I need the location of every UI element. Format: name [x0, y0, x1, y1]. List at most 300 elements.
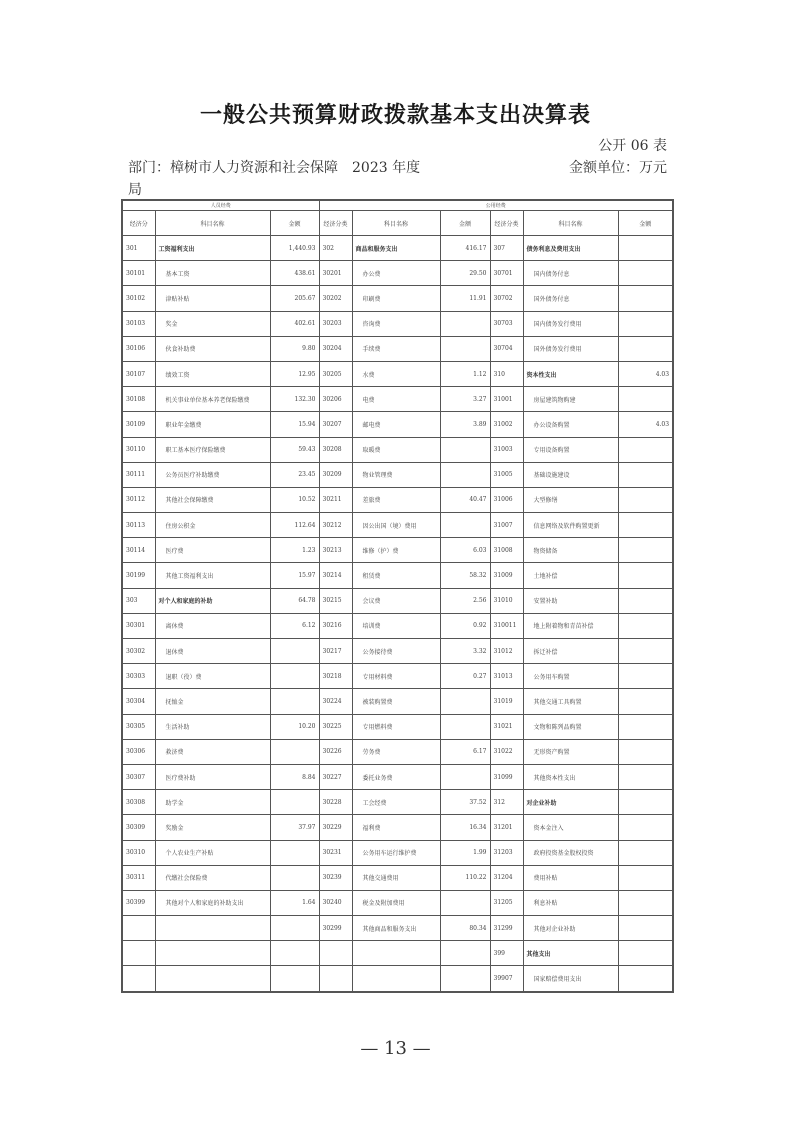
- subject-name-cell: 伙食补助费: [155, 336, 270, 361]
- amount-cell: 11.91: [440, 286, 490, 311]
- amount-cell: 1.23: [270, 538, 319, 563]
- economic-code-cell: 30702: [490, 286, 523, 311]
- amount-cell: [440, 966, 490, 992]
- amount-cell: 37.52: [440, 790, 490, 815]
- economic-code-cell: 30211: [319, 487, 352, 512]
- economic-code-cell: 30110: [122, 437, 155, 462]
- table-row: [122, 437, 673, 462]
- table-row: [122, 563, 673, 588]
- amount-cell: [618, 916, 673, 941]
- table-row: [122, 286, 673, 311]
- subject-name-cell: [155, 941, 270, 966]
- fiscal-year: 2023 年度: [352, 160, 421, 176]
- amount-cell: [618, 941, 673, 966]
- economic-code-cell: 307: [490, 236, 523, 261]
- subject-name-cell: 其他对企业补助: [523, 916, 618, 941]
- economic-code-cell: 31022: [490, 739, 523, 764]
- amount-cell: [440, 714, 490, 739]
- subject-name-cell: 培训费: [352, 613, 440, 638]
- column-header-code: 经济分类: [319, 211, 352, 236]
- subject-name-cell: 绩效工资: [155, 361, 270, 386]
- amount-cell: [618, 890, 673, 915]
- subject-name-cell: 办公费: [352, 261, 440, 286]
- subject-name-cell: 退休费: [155, 639, 270, 664]
- subject-name-cell: 商品和服务支出: [352, 236, 440, 261]
- amount-cell: [618, 815, 673, 840]
- subject-name-cell: [352, 941, 440, 966]
- amount-cell: 1.12: [440, 361, 490, 386]
- subject-name-cell: 公务接待费: [352, 639, 440, 664]
- subject-name-cell: 地上附着物和青苗补偿: [523, 613, 618, 638]
- column-header-name: 科目名称: [352, 211, 440, 236]
- economic-code-cell: 30202: [319, 286, 352, 311]
- economic-code-cell: 30225: [319, 714, 352, 739]
- economic-code-cell: 31005: [490, 462, 523, 487]
- economic-code-cell: 30224: [319, 689, 352, 714]
- amount-cell: 40.47: [440, 487, 490, 512]
- amount-cell: [270, 790, 319, 815]
- amount-cell: 3.32: [440, 639, 490, 664]
- economic-code-cell: 30203: [319, 311, 352, 336]
- subject-name-cell: 国家赔偿费用支出: [523, 966, 618, 992]
- amount-cell: [618, 311, 673, 336]
- economic-code-cell: 30704: [490, 336, 523, 361]
- subject-name-cell: 机关事业单位基本养老保险缴费: [155, 387, 270, 412]
- subject-name-cell: 公务员医疗补助缴费: [155, 462, 270, 487]
- subject-name-cell: 专用设备购置: [523, 437, 618, 462]
- amount-cell: 3.27: [440, 387, 490, 412]
- economic-code-cell: 30305: [122, 714, 155, 739]
- economic-code-cell: 31009: [490, 563, 523, 588]
- amount-cell: [618, 236, 673, 261]
- economic-code-cell: 30703: [490, 311, 523, 336]
- economic-code-cell: 30108: [122, 387, 155, 412]
- amount-cell: [270, 639, 319, 664]
- amount-cell: [618, 563, 673, 588]
- table-row: [122, 840, 673, 865]
- amount-cell: 4.03: [618, 361, 673, 386]
- amount-cell: [618, 261, 673, 286]
- economic-code-cell: 399: [490, 941, 523, 966]
- subject-name-cell: 利息补贴: [523, 890, 618, 915]
- amount-cell: 29.50: [440, 261, 490, 286]
- amount-cell: 37.97: [270, 815, 319, 840]
- amount-cell: 6.12: [270, 613, 319, 638]
- economic-code-cell: 30213: [319, 538, 352, 563]
- subject-name-cell: 水费: [352, 361, 440, 386]
- subject-name-cell: 救济费: [155, 739, 270, 764]
- group-header-public: 公用经费: [319, 200, 673, 211]
- amount-cell: [270, 941, 319, 966]
- table-row: [122, 916, 673, 941]
- amount-cell: 80.34: [440, 916, 490, 941]
- amount-cell: [618, 639, 673, 664]
- table-row: [122, 387, 673, 412]
- table-row: [122, 412, 673, 437]
- subject-name-cell: 公务用车运行维护费: [352, 840, 440, 865]
- subject-name-cell: 离休费: [155, 613, 270, 638]
- economic-code-cell: 30207: [319, 412, 352, 437]
- table-row: [122, 739, 673, 764]
- subject-name-cell: 租赁费: [352, 563, 440, 588]
- amount-cell: 1.64: [270, 890, 319, 915]
- subject-name-cell: 无形资产购置: [523, 739, 618, 764]
- subject-name-cell: 政府投资基金股权投资: [523, 840, 618, 865]
- amount-cell: [270, 689, 319, 714]
- economic-code-cell: 30215: [319, 588, 352, 613]
- economic-code-cell: 30229: [319, 815, 352, 840]
- economic-code-cell: [122, 941, 155, 966]
- economic-code-cell: 30106: [122, 336, 155, 361]
- economic-code-cell: 30301: [122, 613, 155, 638]
- subject-name-cell: 房屋建筑物购建: [523, 387, 618, 412]
- subject-name-cell: 公务用车购置: [523, 664, 618, 689]
- amount-cell: 23.45: [270, 462, 319, 487]
- subject-name-cell: [352, 966, 440, 992]
- amount-unit: 金额单位：万元: [569, 160, 667, 176]
- economic-code-cell: 30212: [319, 513, 352, 538]
- subject-name-cell: 其他对个人和家庭的补助支出: [155, 890, 270, 915]
- economic-code-cell: 310: [490, 361, 523, 386]
- economic-code-cell: 30399: [122, 890, 155, 915]
- amount-cell: 205.67: [270, 286, 319, 311]
- table-row: [122, 311, 673, 336]
- subject-name-cell: 其他工资福利支出: [155, 563, 270, 588]
- amount-cell: [618, 513, 673, 538]
- economic-code-cell: 30101: [122, 261, 155, 286]
- amount-cell: 402.61: [270, 311, 319, 336]
- subject-name-cell: 国内债务付息: [523, 261, 618, 286]
- amount-cell: [440, 311, 490, 336]
- amount-cell: 8.84: [270, 764, 319, 789]
- column-header-name: 科目名称: [523, 211, 618, 236]
- column-header-amount: 金额: [618, 211, 673, 236]
- economic-code-cell: 31204: [490, 865, 523, 890]
- subject-name-cell: 拆迁补偿: [523, 639, 618, 664]
- table-row: [122, 462, 673, 487]
- table-row: [122, 966, 673, 992]
- column-header-name: 科目名称: [155, 211, 270, 236]
- economic-code-cell: 30201: [319, 261, 352, 286]
- subject-name-cell: 国内债务发行费用: [523, 311, 618, 336]
- amount-cell: 416.17: [440, 236, 490, 261]
- subject-name-cell: 个人农业生产补贴: [155, 840, 270, 865]
- amount-cell: [440, 513, 490, 538]
- table-row: [122, 790, 673, 815]
- table-row: [122, 890, 673, 915]
- subject-name-cell: 工资福利支出: [155, 236, 270, 261]
- table-row: [122, 689, 673, 714]
- subject-name-cell: 维修（护）费: [352, 538, 440, 563]
- subject-name-cell: 邮电费: [352, 412, 440, 437]
- amount-cell: [270, 840, 319, 865]
- subject-name-cell: 工会经费: [352, 790, 440, 815]
- amount-cell: [440, 462, 490, 487]
- economic-code-cell: 30228: [319, 790, 352, 815]
- amount-cell: [618, 336, 673, 361]
- economic-code-cell: 310011: [490, 613, 523, 638]
- economic-code-cell: 303: [122, 588, 155, 613]
- subject-name-cell: 安置补助: [523, 588, 618, 613]
- economic-code-cell: 312: [490, 790, 523, 815]
- amount-cell: [618, 286, 673, 311]
- economic-code-cell: 30310: [122, 840, 155, 865]
- table-row: [122, 664, 673, 689]
- amount-cell: 438.61: [270, 261, 319, 286]
- subject-name-cell: 医疗费补助: [155, 764, 270, 789]
- subject-name-cell: 税金及附加费用: [352, 890, 440, 915]
- amount-cell: [270, 916, 319, 941]
- economic-code-cell: 30204: [319, 336, 352, 361]
- subject-name-cell: 基础设施建设: [523, 462, 618, 487]
- amount-cell: [618, 790, 673, 815]
- amount-cell: 112.64: [270, 513, 319, 538]
- subject-name-cell: [155, 966, 270, 992]
- economic-code-cell: 30111: [122, 462, 155, 487]
- economic-code-cell: 31299: [490, 916, 523, 941]
- economic-code-cell: [122, 916, 155, 941]
- table-row: [122, 513, 673, 538]
- form-number: 公开 06 表: [598, 138, 667, 154]
- economic-code-cell: 31001: [490, 387, 523, 412]
- economic-code-cell: 30112: [122, 487, 155, 512]
- economic-code-cell: 31003: [490, 437, 523, 462]
- economic-code-cell: 30701: [490, 261, 523, 286]
- subject-name-cell: 其他社会保障缴费: [155, 487, 270, 512]
- table-row: [122, 236, 673, 261]
- economic-code-cell: 30231: [319, 840, 352, 865]
- economic-code-cell: 30216: [319, 613, 352, 638]
- economic-code-cell: 31007: [490, 513, 523, 538]
- economic-code-cell: 31021: [490, 714, 523, 739]
- subject-name-cell: 医疗费: [155, 538, 270, 563]
- amount-cell: 10.52: [270, 487, 319, 512]
- subject-name-cell: 被装购置费: [352, 689, 440, 714]
- subject-name-cell: 大型修缮: [523, 487, 618, 512]
- economic-code-cell: 30240: [319, 890, 352, 915]
- economic-code-cell: 30109: [122, 412, 155, 437]
- economic-code-cell: 31019: [490, 689, 523, 714]
- economic-code-cell: 31012: [490, 639, 523, 664]
- subject-name-cell: 债务利息及费用支出: [523, 236, 618, 261]
- amount-cell: [618, 664, 673, 689]
- subject-name-cell: 委托业务费: [352, 764, 440, 789]
- amount-cell: 64.78: [270, 588, 319, 613]
- amount-cell: 4.03: [618, 412, 673, 437]
- subject-name-cell: 其他商品和服务支出: [352, 916, 440, 941]
- table-row: [122, 261, 673, 286]
- economic-code-cell: 30107: [122, 361, 155, 386]
- subject-name-cell: 资本性支出: [523, 361, 618, 386]
- subject-name-cell: 咨询费: [352, 311, 440, 336]
- group-header-personnel: 人员经费: [122, 200, 319, 211]
- economic-code-cell: 31006: [490, 487, 523, 512]
- amount-cell: [618, 739, 673, 764]
- economic-code-cell: 31099: [490, 764, 523, 789]
- amount-cell: 15.94: [270, 412, 319, 437]
- economic-code-cell: 30308: [122, 790, 155, 815]
- economic-code-cell: 30304: [122, 689, 155, 714]
- subject-name-cell: 生活补助: [155, 714, 270, 739]
- economic-code-cell: 30102: [122, 286, 155, 311]
- subject-name-cell: 退职（役）费: [155, 664, 270, 689]
- amount-cell: 1,440.93: [270, 236, 319, 261]
- economic-code-cell: 30227: [319, 764, 352, 789]
- amount-cell: [270, 966, 319, 992]
- economic-code-cell: 30303: [122, 664, 155, 689]
- subject-name-cell: 办公设备购置: [523, 412, 618, 437]
- economic-code-cell: 30114: [122, 538, 155, 563]
- subject-name-cell: 职工基本医疗保险缴费: [155, 437, 270, 462]
- subject-name-cell: 专用材料费: [352, 664, 440, 689]
- economic-code-cell: 31002: [490, 412, 523, 437]
- amount-cell: [618, 387, 673, 412]
- subject-name-cell: 其他资本性支出: [523, 764, 618, 789]
- amount-cell: 10.20: [270, 714, 319, 739]
- page-number: — 13 —: [360, 1038, 431, 1059]
- table-row: [122, 588, 673, 613]
- amount-cell: [270, 865, 319, 890]
- column-header-amount: 金额: [440, 211, 490, 236]
- amount-cell: 15.97: [270, 563, 319, 588]
- amount-cell: 9.80: [270, 336, 319, 361]
- amount-cell: 12.95: [270, 361, 319, 386]
- amount-cell: [618, 840, 673, 865]
- subject-name-cell: 助学金: [155, 790, 270, 815]
- subject-name-cell: 职业年金缴费: [155, 412, 270, 437]
- amount-cell: 3.89: [440, 412, 490, 437]
- table-row: [122, 764, 673, 789]
- economic-code-cell: 301: [122, 236, 155, 261]
- amount-cell: 0.92: [440, 613, 490, 638]
- economic-code-cell: 30309: [122, 815, 155, 840]
- economic-code-cell: 302: [319, 236, 352, 261]
- subject-name-cell: 其他支出: [523, 941, 618, 966]
- economic-code-cell: 31205: [490, 890, 523, 915]
- table-row: [122, 714, 673, 739]
- economic-code-cell: [319, 966, 352, 992]
- amount-cell: [440, 336, 490, 361]
- subject-name-cell: 印刷费: [352, 286, 440, 311]
- amount-cell: [618, 462, 673, 487]
- subject-name-cell: 国外债务付息: [523, 286, 618, 311]
- table-body: [122, 236, 673, 992]
- amount-cell: [618, 764, 673, 789]
- subject-name-cell: 劳务费: [352, 739, 440, 764]
- amount-cell: 6.17: [440, 739, 490, 764]
- economic-code-cell: 30302: [122, 639, 155, 664]
- economic-code-cell: 30217: [319, 639, 352, 664]
- amount-cell: [618, 689, 673, 714]
- amount-cell: 110.22: [440, 865, 490, 890]
- subject-name-cell: 电费: [352, 387, 440, 412]
- subject-name-cell: 其他交通工具购置: [523, 689, 618, 714]
- subject-name-cell: 抚恤金: [155, 689, 270, 714]
- subject-name-cell: [155, 916, 270, 941]
- amount-cell: 132.30: [270, 387, 319, 412]
- column-header-code: 经济分: [122, 211, 155, 236]
- column-header-amount: 金额: [270, 211, 319, 236]
- amount-cell: [618, 588, 673, 613]
- table-row: [122, 815, 673, 840]
- subject-name-cell: 费用补贴: [523, 865, 618, 890]
- subject-name-cell: 文物和陈列品购置: [523, 714, 618, 739]
- subject-name-cell: 物资储备: [523, 538, 618, 563]
- amount-cell: [440, 890, 490, 915]
- economic-code-cell: 31203: [490, 840, 523, 865]
- economic-code-cell: 30307: [122, 764, 155, 789]
- amount-cell: [618, 865, 673, 890]
- subject-name-cell: 奖励金: [155, 815, 270, 840]
- amount-cell: [618, 714, 673, 739]
- amount-cell: [618, 437, 673, 462]
- subject-name-cell: 土地补偿: [523, 563, 618, 588]
- subject-name-cell: 因公出国（境）费用: [352, 513, 440, 538]
- subject-name-cell: 取暖费: [352, 437, 440, 462]
- amount-cell: 59.43: [270, 437, 319, 462]
- column-header-code: 经济分类: [490, 211, 523, 236]
- economic-code-cell: 31013: [490, 664, 523, 689]
- economic-code-cell: 30199: [122, 563, 155, 588]
- amount-cell: [270, 739, 319, 764]
- table-row: [122, 941, 673, 966]
- subject-name-cell: 资本金注入: [523, 815, 618, 840]
- amount-cell: 58.32: [440, 563, 490, 588]
- economic-code-cell: 30311: [122, 865, 155, 890]
- subject-name-cell: 其他交通费用: [352, 865, 440, 890]
- economic-code-cell: 30103: [122, 311, 155, 336]
- amount-cell: 0.27: [440, 664, 490, 689]
- department-label: 部门：樟树市人力资源和社会保障局: [128, 160, 338, 198]
- economic-code-cell: 30209: [319, 462, 352, 487]
- amount-cell: [440, 764, 490, 789]
- subject-name-cell: 奖金: [155, 311, 270, 336]
- subject-name-cell: 会议费: [352, 588, 440, 613]
- subject-name-cell: 专用燃料费: [352, 714, 440, 739]
- economic-code-cell: 30113: [122, 513, 155, 538]
- subject-name-cell: 基本工资: [155, 261, 270, 286]
- subject-name-cell: 物业管理费: [352, 462, 440, 487]
- amount-cell: [270, 664, 319, 689]
- table-row: [122, 613, 673, 638]
- amount-cell: 16.34: [440, 815, 490, 840]
- economic-code-cell: [122, 966, 155, 992]
- amount-cell: 2.56: [440, 588, 490, 613]
- amount-cell: 1.99: [440, 840, 490, 865]
- economic-code-cell: 30218: [319, 664, 352, 689]
- economic-code-cell: 30306: [122, 739, 155, 764]
- amount-cell: [618, 538, 673, 563]
- amount-cell: 6.03: [440, 538, 490, 563]
- economic-code-cell: 39907: [490, 966, 523, 992]
- economic-code-cell: 30208: [319, 437, 352, 462]
- economic-code-cell: 31201: [490, 815, 523, 840]
- economic-code-cell: [319, 941, 352, 966]
- subject-name-cell: 手续费: [352, 336, 440, 361]
- table-row: [122, 639, 673, 664]
- expenditure-table: [121, 199, 674, 993]
- subject-name-cell: 信息网络及软件购置更新: [523, 513, 618, 538]
- table-row: [122, 336, 673, 361]
- subject-name-cell: 代缴社会保险费: [155, 865, 270, 890]
- economic-code-cell: 31008: [490, 538, 523, 563]
- subject-name-cell: 福利费: [352, 815, 440, 840]
- economic-code-cell: 30206: [319, 387, 352, 412]
- subject-name-cell: 津贴补贴: [155, 286, 270, 311]
- subject-name-cell: 住房公积金: [155, 513, 270, 538]
- amount-cell: [618, 966, 673, 992]
- economic-code-cell: 30214: [319, 563, 352, 588]
